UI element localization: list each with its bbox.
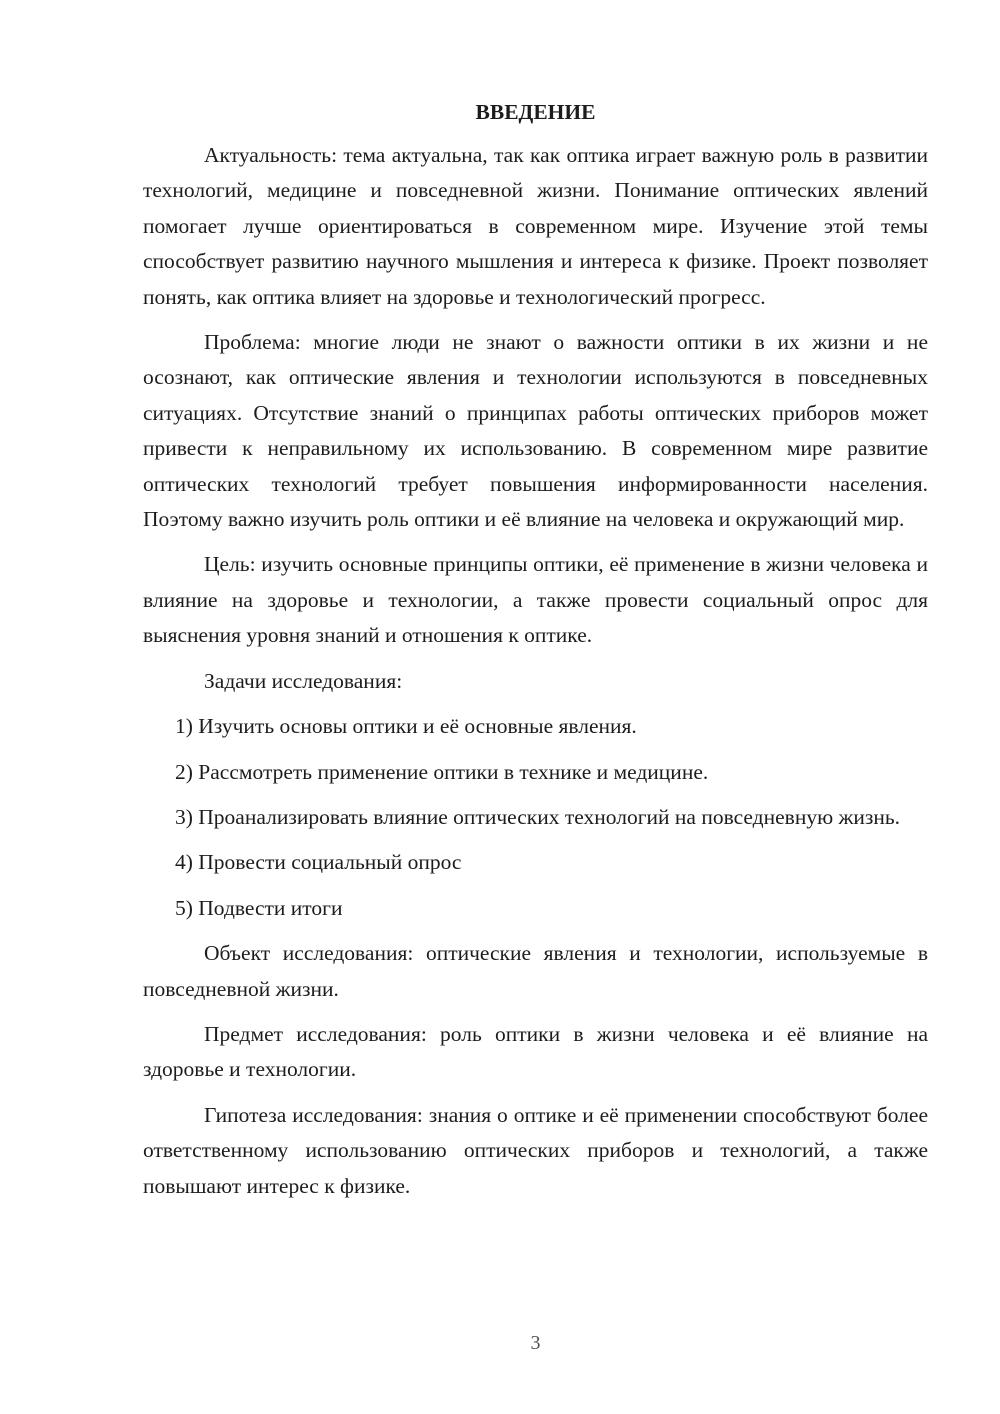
paragraph-subject: Предмет исследования: роль оптики в жизни человека и её влияние на здоровье и технологии. [143,1021,928,1082]
page-content [143,96,928,1214]
paragraph-goal: Цель: изучить основные принципы оптики, её применение в жизни человека и влияние на здоровье и технологии, а также провести социальный опрос для выяснения уровня знаний и отношения к оптике. [143,552,928,648]
task-item-1: 1) Изучить основы оптики и её основные явления. [175,714,637,739]
paragraph-object: Объект исследования: оптические явления и технологии, используемые в повседневной жизни. [143,941,928,1001]
paragraph-problem: Проблема: многие люди не знают о важности оптики в их жизни и не осознают, как оптические явления и технологии используются в повседневных ситуациях. Отсутствие знаний о принципах работы оптических приборов может привести к неправильному их использованию. В современном мире развитие оптических технологий требует повышения информированности населения. Поэтому важно изучить роль оптики и её влияние на человека и окружающий мир. [143,330,928,532]
section-heading: ВВЕДЕНИЕ [475,100,596,124]
paragraph-tasks-heading: Задачи исследования: [204,668,403,693]
task-item-2: 2) Рассмотреть применение оптики в технике и медицине. [175,759,709,784]
paragraph-relevance: Актуальность: тема актуальна, так как оптика играет важную роль в развитии технологий, медицине и повседневной жизни. Понимание оптических явлений помогает лучше ориентироваться в современном мире. Изучение этой темы способствует развитию научного мышления и интереса к физике. Проект позволяет понять, как оптика влияет на здоровье и технологический прогресс. [143,143,928,309]
task-item-3: 3) Проанализировать влияние оптических технологий на повседневную жизнь. [175,804,901,829]
paragraph-hypothesis: Гипотеза исследования: знания о оптике и её применении способствуют более ответственному использованию оптических приборов и технологий, а также повышают интерес к физике. [143,1102,928,1198]
task-item-4: 4) Провести социальный опрос [175,850,462,875]
page-number: 3 [530,1332,541,1354]
task-item-5: 5) Подвести итоги [175,895,343,920]
